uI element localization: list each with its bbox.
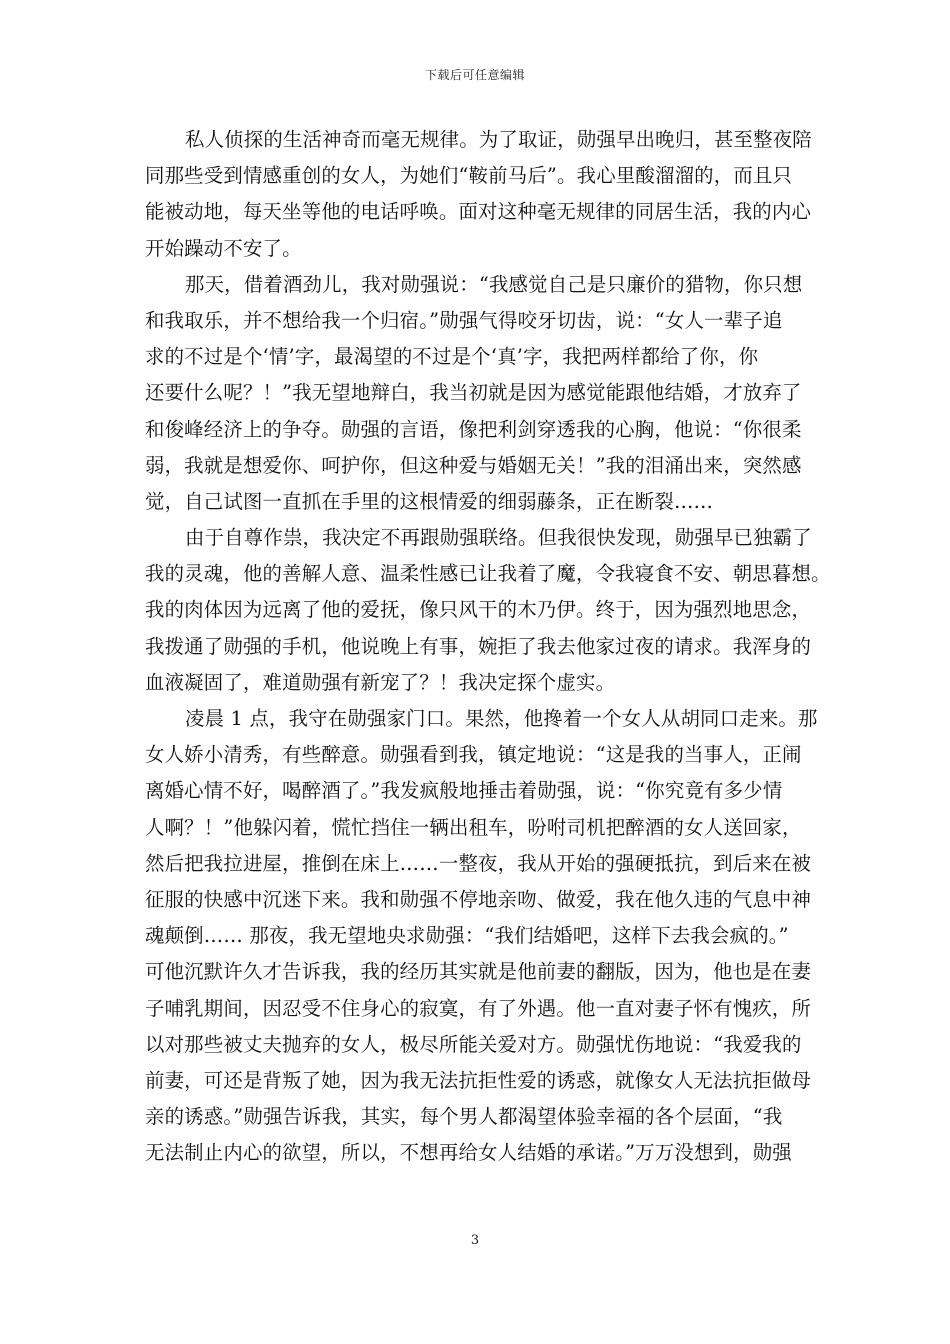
text-line: 还要什么呢？！”我无望地辩白，我当初就是因为感觉能跟他结婚，才放弃了 [145,381,802,405]
body-text [145,122,831,1171]
text-line: 由于自尊作祟，我决定不再跟勋强联络。但我很快发现，勋强早已独霸了 [185,526,812,550]
text-line: 子哺乳期间，因忍受不住身心的寂寞，有了外遇。他一直对妻子怀有愧疚，所 [145,996,812,1020]
text-line: 开始躁动不安了。 [145,236,302,260]
text-line: 我的灵魂，他的善解人意、温柔性感已让我着了魔，令我寝食不安、朝思暮想。 [145,562,831,586]
text-line: 弱，我就是想爱你、呵护你，但这种爱与婚姻无关！”我的泪涌出来，突然感 [145,453,802,477]
text-line: 能被动地，每天坐等他的电话呼唤。面对这种毫无规律的同居生活，我的内心 [145,200,812,224]
text-line: 魂颠倒…… 那夜，我无望地央求勋强：“我们结婚吧，这样下去我会疯的。” [145,924,789,948]
text-line: 前妻，可还是背叛了她，因为我无法抗拒性爱的诱惑，就像女人无法抗拒做母 [145,1068,812,1092]
page-number: 3 [470,1233,480,1248]
text-line: 离婚心情不好，喝醉酒了。”我发疯般地捶击着勋强，说：“你究竟有多少情 [145,779,783,803]
text-line: 那天，借着酒劲儿，我对勋强说：“我感觉自己是只廉价的猎物，你只想 [185,272,803,296]
text-line: 私人侦探的生活神奇而毫无规律。为了取证，勋强早出晚归，甚至整夜陪 [185,128,812,151]
text-line: 以对那些被丈夫抛弃的女人，极尽所能关爱对方。勋强忧伤地说：“我爱我的 [145,1032,802,1056]
text-line: 和我取乐，并不想给我一个归宿。”勋强气得咬牙切齿，说：“女人一辈子追 [145,308,783,332]
text-line: 血液凝固了，难道勋强有新宠了？！我决定探个虚实。 [145,670,616,694]
text-line: 可他沉默许久才告诉我，我的经历其实就是他前妻的翻版，因为，他也是在妻 [145,960,812,984]
text-line: 我的肉体因为远离了他的爱抚，像只风干的木乃伊。终于，因为强烈地思念， [145,598,812,622]
text-line: 征服的快感中沉迷下来。我和勋强不停地亲吻、做爱，我在他久违的气息中神 [145,887,812,911]
page-header: 下载后可任意编辑 [424,68,525,82]
text-line: 人啊？！”他躲闪着，慌忙挡住一辆出租车，吩咐司机把醉酒的女人送回家， [145,815,802,839]
text-line: 无法制止内心的欲望，所以，不想再给女人结婚的承诺。”万万没想到，勋强 [145,1141,792,1165]
text-line: 然后把我拉进屋，推倒在床上……一整夜，我从开始的强硬抵抗，到后来在被 [145,851,812,875]
text-line: 亲的诱惑。”勋强告诉我，其实，每个男人都渴望体验幸福的各个层面，“我 [145,1105,783,1129]
text-line: 我拨通了勋强的手机，他说晚上有事，婉拒了我去他家过夜的请求。我浑身的 [145,634,812,658]
text-line: 觉，自己试图一直抓在手里的这根情爱的细弱藤条，正在断裂…… [145,489,714,513]
text-line: 和俊峰经济上的争夺。勋强的言语，像把利剑穿透我的心胸，他说：“你很柔 [145,417,802,441]
text-line: 求的不过是个‘情’字，最渴望的不过是个‘真’字，我把两样都给了你，你 [145,345,759,369]
text-line: 凌晨 1 点，我守在勋强家门口。果然，他搀着一个女人从胡同口走来。那 [185,707,818,730]
text-line: 女人娇小清秀，有些醉意。勋强看到我，镇定地说：“这是我的当事人，正闹 [145,743,802,767]
text-line: 同那些受到情感重创的女人，为她们“鞍前马后”。我心里酸溜溜的，而且只 [145,164,793,188]
